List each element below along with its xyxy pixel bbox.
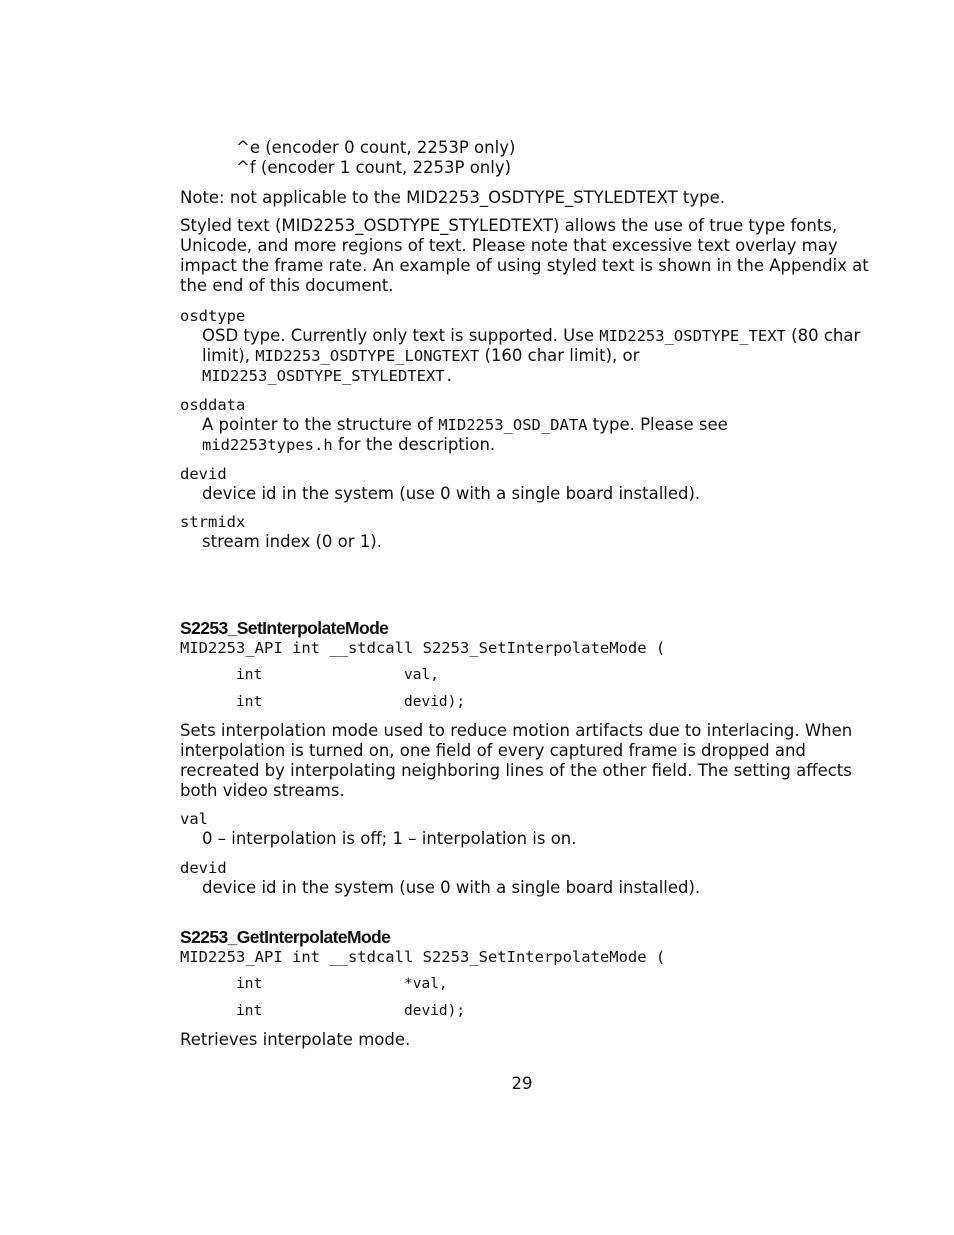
list-item: ^f (encoder 1 count, 2253P only) — [236, 158, 512, 177]
function-description: Retrieves interpolate mode. — [180, 1030, 411, 1049]
document-page — [180, 138, 870, 1050]
param-name: osdtype — [180, 307, 246, 325]
param-description: 0 – interpolation is off; 1 – interpolation is on. — [202, 829, 577, 848]
param-name: devid — [180, 465, 227, 483]
argument-row — [180, 1001, 870, 1021]
argument-type: int — [236, 667, 263, 683]
param-val — [180, 809, 870, 849]
param-name: osddata — [180, 396, 246, 414]
argument-row — [180, 665, 870, 685]
param-name: devid — [180, 859, 227, 877]
argument-name: devid); — [404, 1003, 466, 1019]
code-osd-data: MID2253_OSD_DATA — [438, 416, 588, 434]
param-name: strmidx — [180, 513, 246, 531]
param-devid — [180, 464, 870, 504]
argument-type: int — [236, 1003, 263, 1019]
argument-type: int — [236, 976, 263, 992]
param-description: stream index (0 or 1). — [202, 532, 382, 551]
code-osdtype-text: MID2253_OSDTYPE_TEXT — [599, 327, 786, 345]
code-osdtype-styledtext: MID2253_OSDTYPE_STYLEDTEXT — [202, 367, 445, 385]
param-osddata — [180, 395, 870, 455]
param-devid — [180, 858, 870, 898]
param-osdtype — [180, 306, 870, 386]
param-strmidx — [180, 512, 870, 552]
param-description: device id in the system (use 0 with a single board installed). — [202, 484, 701, 503]
argument-type: int — [236, 694, 263, 710]
section-heading: S2253_GetInterpolateMode — [180, 927, 391, 947]
param-description: A pointer to the structure of MID2253_OSD_DATA type. Please see mid2253types.h for the description. — [202, 415, 728, 454]
function-signature: MID2253_API int __stdcall S2253_SetInterpolateMode ( — [180, 948, 666, 966]
note-text: Note: not applicable to the MID2253_OSDTYPE_STYLEDTEXT type. — [180, 188, 726, 207]
section-set-interpolate-mode — [180, 618, 870, 898]
function-signature: MID2253_API int __stdcall S2253_SetInterpolateMode ( — [180, 639, 666, 657]
list-item: ^e (encoder 0 count, 2253P only) — [236, 138, 516, 157]
argument-name: val, — [404, 667, 439, 683]
param-name: val — [180, 810, 208, 828]
argument-row — [180, 692, 870, 712]
styled-text-paragraph: Styled text (MID2253_OSDTYPE_STYLEDTEXT) allows the use of true type fonts, Unicode, and more regions of text. Please note that excessive text overlay may impact the frame rate. An example of using styled text is shown in the Appendix at the end of this document. — [180, 216, 869, 295]
argument-row — [180, 974, 870, 994]
page-number: 29 — [511, 1074, 533, 1093]
code-header-file: mid2253types.h — [202, 436, 333, 454]
section-get-interpolate-mode — [180, 927, 870, 1050]
code-osdtype-longtext: MID2253_OSDTYPE_LONGTEXT — [255, 347, 480, 365]
argument-name: *val, — [404, 976, 448, 992]
param-description: device id in the system (use 0 with a single board installed). — [202, 878, 701, 897]
function-description: Sets interpolation mode used to reduce motion artifacts due to interlacing. When interpolation is turned on, one field of every captured frame is dropped and recreated by interpolating neighboring lines of the other field. The setting affects both video streams. — [180, 721, 853, 800]
param-description: OSD type. Currently only text is supported. Use MID2253_OSDTYPE_TEXT (80 char limit), MID2253_OSDTYPE_LONGTEXT (160 char limit), or MID2253_OSDTYPE_STYLEDTEXT. — [202, 326, 861, 385]
escape-code-list — [180, 138, 870, 178]
section-heading: S2253_SetInterpolateMode — [180, 618, 389, 638]
argument-name: devid); — [404, 694, 466, 710]
